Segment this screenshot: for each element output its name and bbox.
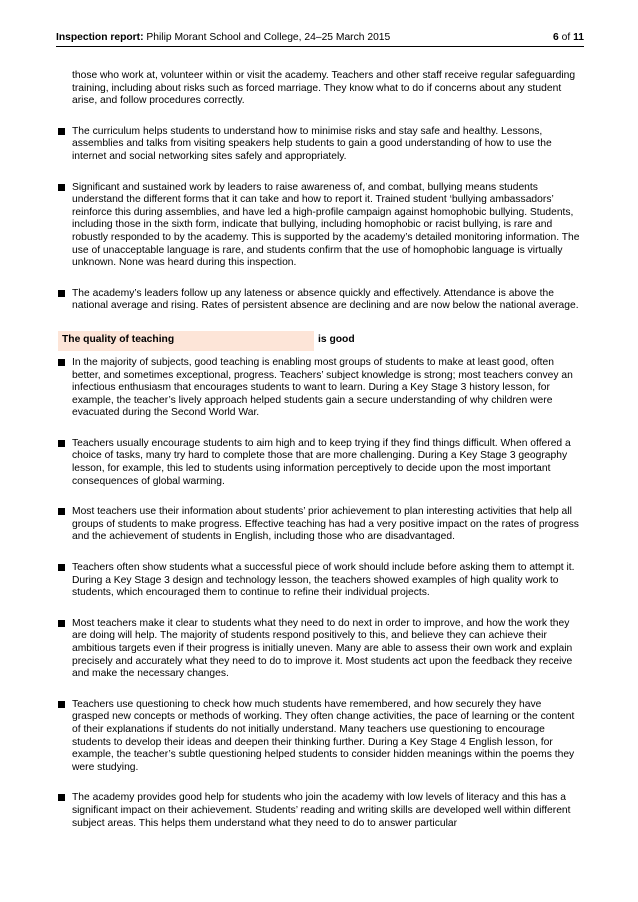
list-item (58, 506, 580, 544)
list-item (58, 288, 580, 313)
report-title: Philip Morant School and College, 24–25 March 2015 (146, 32, 391, 43)
bullet-square-icon (58, 359, 65, 366)
page-total: 11 (573, 32, 584, 43)
list-item-text: The academy’s leaders follow up any lateness or absence quickly and effectively. Attendance is above the national average and rising. Rates of persistent absence are declining and are now below the national average. (72, 287, 579, 312)
bullet-square-icon (58, 440, 65, 447)
list-item-text: The curriculum helps students to understand how to minimise risks and stay safe and healthy. Lessons, assemblies and talks from visiting speakers help students to gain a good understanding of how to use the internet and social networking sites safely and appropriately. (72, 125, 552, 162)
section-grade: is good (318, 333, 355, 345)
page-header (56, 31, 584, 47)
bullet-square-icon (58, 701, 65, 708)
list-item (58, 357, 580, 420)
list-item-text: Teachers use questioning to check how much students have remembered, and how securely they have grasped new concepts or methods of working. They often change activities, the pace of learning or the content of their explanations if students do not initially understand. Many teachers use questioning to encourage students to develop their ideas and deepen their thinking further. During a Key Stage 4 English lesson, for example, the teacher’s subtle questioning helped students to consider hidden meanings within the poems they were studying. (72, 698, 575, 773)
list-item-text: Most teachers make it clear to students what they need to do next in order to improve, and how the work they are doing will help. The majority of students respond positively to this, and believe they can achieve their ambitious targets even if their progress is initially uneven. Many are able to assess their own work and explain precisely and accurately what they need to do to improve it. Most students act upon the feedback they receive and make the necessary changes. (72, 617, 573, 680)
bullet-square-icon (58, 128, 65, 135)
bullet-square-icon (58, 620, 65, 627)
list-item (58, 182, 580, 270)
list-item-text: Teachers often show students what a successful piece of work should include before asking them to attempt it. During a Key Stage 3 design and technology lesson, the teachers showed examples of high quality work to students, which encouraged them to continue to refine their individual projects. (72, 562, 575, 599)
list-item-text: Significant and sustained work by leaders to raise awareness of, and combat, bullying means students understand the different forms that it can take and how to report it. Trained student ‘bullying ambassadors’ reinforce this during assemblies, and have led a high-profile campaign against homophobic bullying. Students, including those in the sixth form, indicate that bullying, including homophobic or racist bullying, is rare and robustly responded to by the academy. This is supported by the academy’s detailed monitoring information. The use of unacceptable language is rare, and students confirm that the use of homophobic language is virtually unknown. None was heard during this inspection. (72, 181, 580, 269)
list-item (58, 438, 580, 488)
list-item (58, 126, 580, 164)
bullet-square-icon (58, 184, 65, 191)
bullet-square-icon (58, 290, 65, 297)
bullet-square-icon (58, 564, 65, 571)
bullet-square-icon (58, 794, 65, 801)
page-number (553, 31, 584, 44)
report-label: Inspection report: (56, 32, 144, 43)
page-body (58, 70, 580, 848)
list-item-text: In the majority of subjects, good teaching is enabling most groups of students to make at least good, often better, and sometimes exceptional, progress. Teachers’ subject knowledge is strong; most teachers convey an infectious enthusiasm that encourages students to want to learn. During a Key Stage 3 history lesson, for example, the teacher’s lively approach helped students gain a secure understanding of why children were evacuated during the Second World War. (72, 356, 573, 419)
list-item-text: Most teachers use their information about students’ prior achievement to plan interesting activities that help all groups of students to make progress. Effective teaching has had a very positive impact on the rates of progress and the achievement of students in English, including those who are disadvantaged. (72, 506, 579, 543)
bullet-square-icon (58, 508, 65, 515)
section-title: The quality of teaching (62, 333, 175, 345)
page-current: 6 (553, 32, 559, 43)
continued-paragraph: those who work at, volunteer within or visit the academy. Teachers and other staff receive regular safeguarding training, including about risks such as forced marriage. They know what to do if concerns about any student arise, and follow procedures correctly. (72, 70, 576, 107)
list-item (58, 699, 580, 775)
list-item-text: Teachers usually encourage students to aim high and to keep trying if they find things difficult. When offered a choice of tasks, many try hard to complete those that are more challenging. During a Key Stage 3 geography lesson, for example, this led to students using information perceptively to decide upon the most important consequences of global warming. (72, 437, 571, 487)
list-item (58, 562, 580, 600)
list-item (58, 792, 580, 830)
page-sep: of (561, 32, 571, 43)
list-item-text: The academy provides good help for students who join the academy with low levels of literacy and this has a significant impact on their achievement. Students’ reading and writing skills are developed well within different subject areas. This helps them understand what they need to do to answer particular (72, 792, 571, 829)
section-heading (58, 331, 580, 351)
list-item (58, 618, 580, 681)
